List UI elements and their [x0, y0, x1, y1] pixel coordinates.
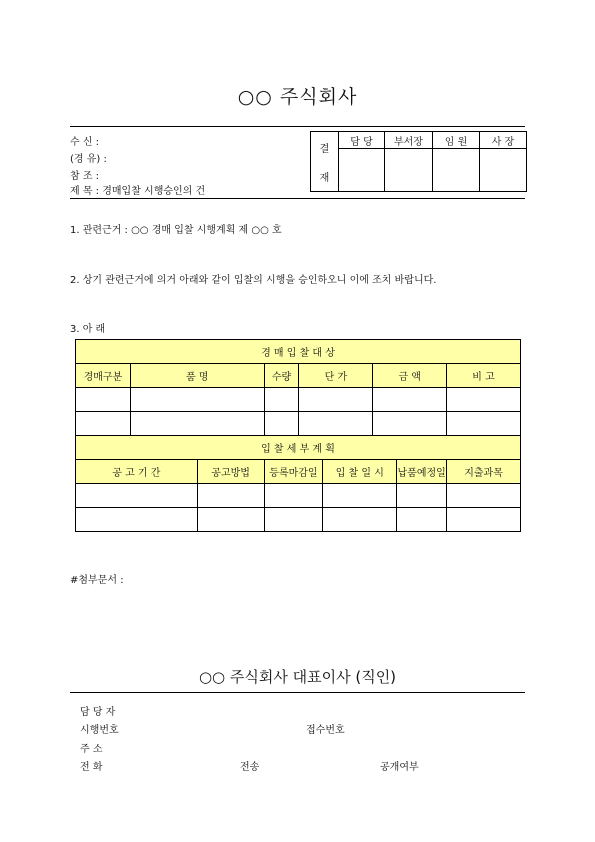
table-row: [76, 388, 521, 412]
subject-line: [70, 182, 290, 197]
table-cell[interactable]: [397, 508, 447, 532]
disclosure-label: 공개여부: [380, 762, 419, 773]
table-cell[interactable]: [264, 484, 323, 508]
col-unit-price: 단 가: [299, 364, 373, 388]
table-cell[interactable]: [323, 484, 397, 508]
recipient-label: 수 신 :: [70, 137, 100, 148]
approval-col-dept-head: 부서장: [385, 132, 433, 149]
table-cell[interactable]: [373, 412, 447, 436]
auction-table: [75, 339, 521, 532]
approval-side-cell: [311, 132, 339, 192]
subject-value: 경매입찰 시행승인의 건: [102, 186, 206, 197]
reference-label: 참 조 :: [70, 171, 100, 182]
col-registration-deadline: 등록마감일: [264, 460, 323, 484]
table-cell[interactable]: [197, 508, 264, 532]
col-amount: 금 액: [373, 364, 447, 388]
approval-col-executive: 임 원: [433, 132, 480, 149]
approval-side-top: 결: [319, 143, 330, 155]
table-cell[interactable]: [397, 484, 447, 508]
col-remarks: 비 고: [447, 364, 521, 388]
col-notice-period: 공 고 기 간: [76, 460, 198, 484]
approval-table: [310, 131, 527, 192]
table-cell[interactable]: [264, 508, 323, 532]
header-bottom-rule: [70, 198, 525, 199]
receipt-number-label: 접수번호: [306, 725, 345, 736]
table-row: [76, 484, 521, 508]
via-line: [70, 150, 290, 165]
table-cell[interactable]: [130, 388, 264, 412]
approval-col-president: 사 장: [480, 132, 527, 149]
table-row: [76, 508, 521, 532]
col-notice-method: 공고방법: [197, 460, 264, 484]
ceo-signature-line: ○○ 주식회사 대표이사 (직인): [198, 668, 397, 686]
fax-label: 전송: [240, 762, 260, 773]
table-cell[interactable]: [264, 412, 299, 436]
table-cell[interactable]: [373, 388, 447, 412]
table-row: [76, 412, 521, 436]
item-2: 2. 상기 관련근거에 의거 아래와 같이 입찰의 시행을 승인하오니 이에 조치 바랍니다.: [70, 275, 437, 286]
manager-label: 담 당 자: [80, 707, 116, 718]
page-title: ○○ 주식회사: [237, 86, 358, 108]
doc-number-label: 시행번호: [80, 725, 119, 736]
approval-sign-president[interactable]: [480, 149, 527, 192]
approval-sign-dept-head[interactable]: [385, 149, 433, 192]
table-cell[interactable]: [323, 508, 397, 532]
col-bid-datetime: 입 찰 일 시: [323, 460, 397, 484]
address-label: 주 소: [80, 744, 103, 755]
section2-title: 입 찰 세 부 계 획: [76, 436, 521, 460]
approval-sign-manager[interactable]: [339, 149, 385, 192]
col-quantity: 수량: [264, 364, 299, 388]
item-3: 3. 아 래: [70, 324, 106, 335]
approval-side-bottom: 재: [319, 172, 330, 184]
table-cell[interactable]: [447, 412, 521, 436]
footer-rule: [70, 692, 525, 693]
table-cell[interactable]: [264, 388, 299, 412]
table-cell[interactable]: [299, 412, 373, 436]
table-cell[interactable]: [76, 412, 131, 436]
col-delivery-date: 납품예정일: [397, 460, 447, 484]
approval-col-manager: 담 당: [339, 132, 385, 149]
reference-line: [70, 167, 290, 182]
recipient-line: [70, 133, 290, 148]
section1-title: 경 매 입 찰 대 상: [76, 340, 521, 364]
table-cell[interactable]: [197, 484, 264, 508]
via-label: (경 유) :: [70, 154, 107, 165]
col-auction-type: 경매구분: [76, 364, 131, 388]
phone-label: 전 화: [80, 762, 103, 773]
table-cell[interactable]: [447, 508, 521, 532]
table-cell[interactable]: [76, 388, 131, 412]
table-cell[interactable]: [447, 484, 521, 508]
table-cell[interactable]: [76, 508, 198, 532]
attachment-label: #첨부문서 :: [70, 575, 124, 586]
table-cell[interactable]: [447, 388, 521, 412]
col-item-name: 품 명: [130, 364, 264, 388]
table-cell[interactable]: [76, 484, 198, 508]
approval-sign-executive[interactable]: [433, 149, 480, 192]
header-top-rule: [70, 126, 525, 127]
table-cell[interactable]: [130, 412, 264, 436]
table-cell[interactable]: [299, 388, 373, 412]
item-1: 1. 관련근거 : ○○ 경매 입찰 시행계획 제 ○○ 호: [70, 225, 282, 236]
col-expense-account: 지출과목: [447, 460, 521, 484]
subject-label: 제 목 :: [70, 186, 100, 197]
